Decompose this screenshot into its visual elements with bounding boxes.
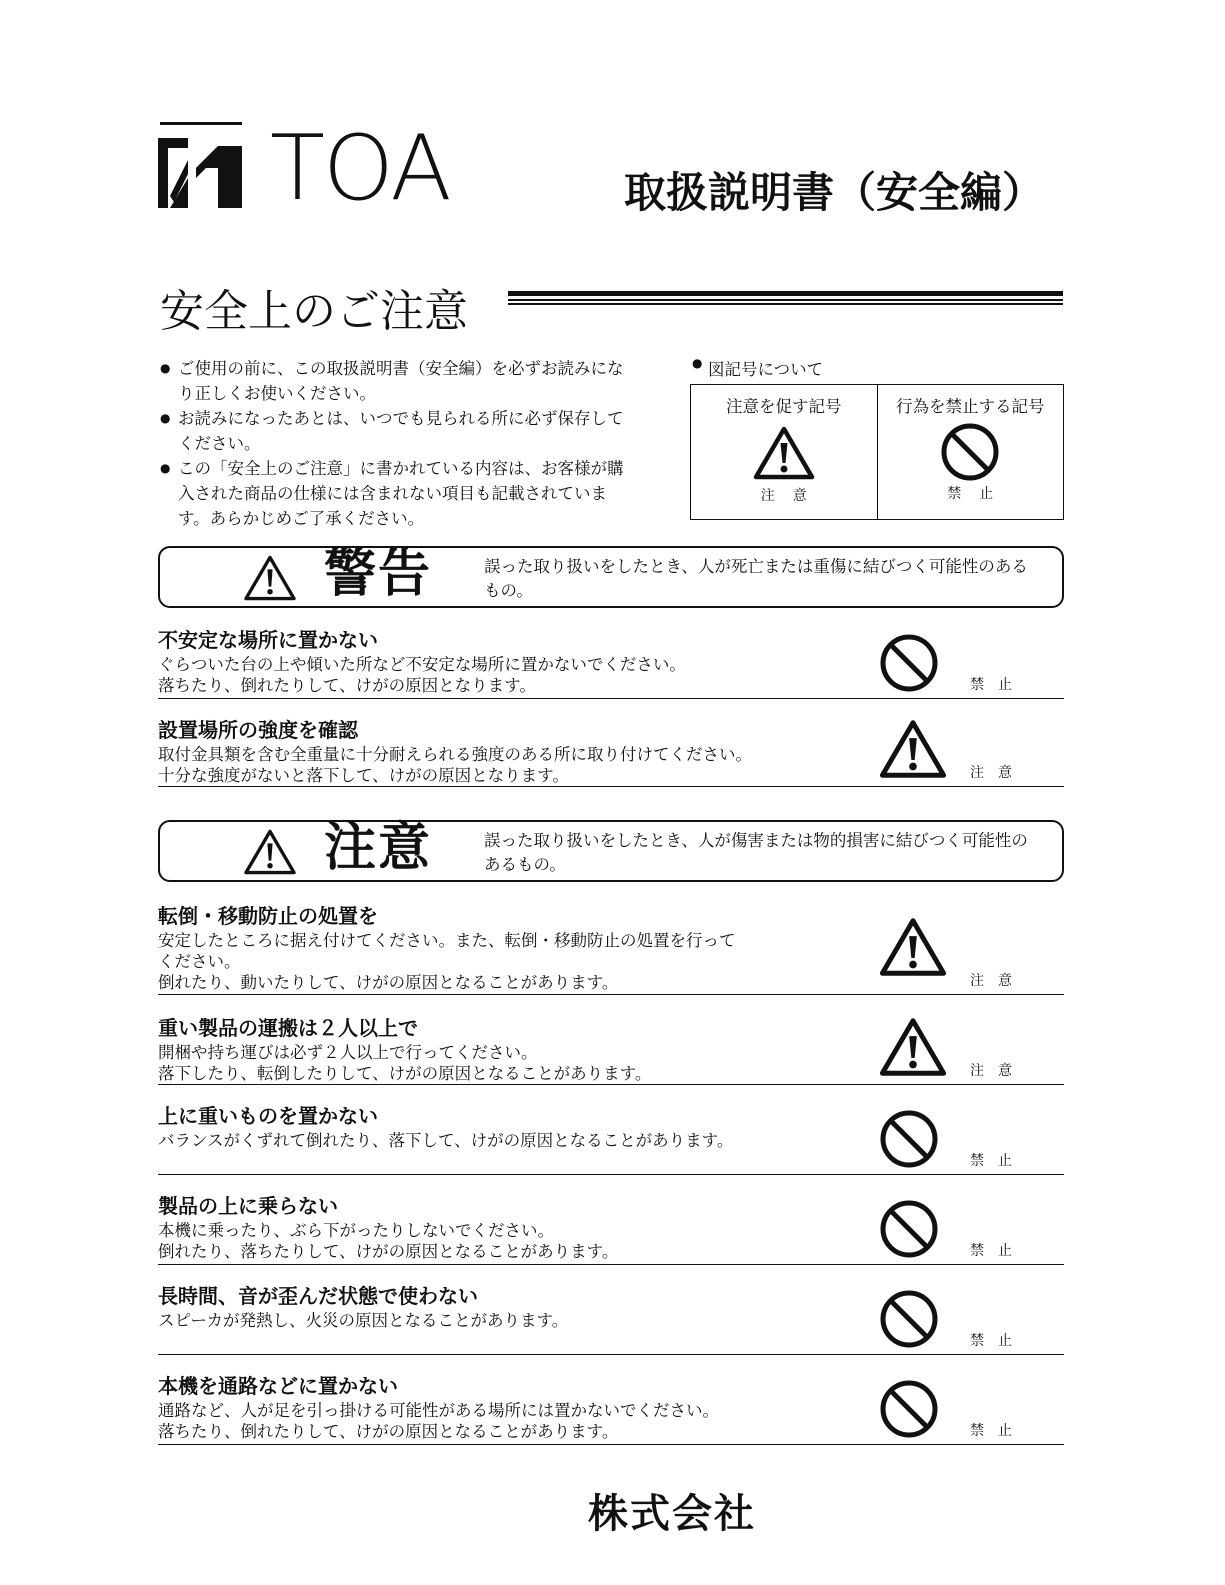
toa-logo-icon — [158, 138, 244, 208]
legend-prohibit-cell — [877, 385, 1064, 519]
safety-item-line: バランスがくずれて倒れたり、落下して、けがの原因となることがあります。 — [158, 1131, 734, 1150]
safety-item-body — [158, 930, 838, 993]
safety-item-line: スピーカが発熱し、火災の原因となることがあります。 — [158, 1311, 569, 1330]
prohibition-icon — [878, 1108, 940, 1170]
safety-item-title: 設置場所の強度を確認 — [158, 718, 358, 742]
safety-item-line: 十分な強度がないと落下して、けがの原因となります。 — [158, 766, 569, 785]
warning-label: 警告 — [324, 544, 433, 604]
legend-caution-head: 注意を促す記号 — [726, 397, 842, 416]
intro-bullet: ● この「安全上のご注意」に書かれている内容は、お客様が購入された商品の仕様には含まれない項目も記載されています。あらかじめご了承ください。 — [160, 456, 630, 531]
caution-caption: 注意 — [970, 765, 1026, 781]
safety-item-body — [158, 1042, 838, 1084]
safety-item — [158, 900, 1064, 995]
safety-item — [158, 1012, 1064, 1085]
prohibit-caption: 禁止 — [970, 677, 1026, 693]
document-title: 取扱説明書（安全編） — [624, 168, 1045, 217]
safety-item-line: 通路など、人が足を引っ掛ける可能性がある場所には置かないでください。 — [158, 1401, 719, 1420]
safety-item — [158, 1100, 1064, 1175]
safety-item-line: 開梱や持ち運びは必ず２人以上で行ってください。 — [158, 1043, 538, 1062]
symbol-legend — [690, 384, 1064, 520]
warning-banner — [158, 546, 1064, 608]
caution-label: 注意 — [324, 818, 433, 878]
caution-banner — [158, 820, 1064, 882]
safety-item-line: ください。 — [158, 952, 241, 971]
legend-caution-caption: 注意 — [760, 488, 825, 504]
safety-item — [158, 714, 1064, 787]
safety-item-line: 安定したところに据え付けてください。また、転倒・移動防止の処置を行って — [158, 931, 736, 950]
safety-item-body — [158, 1130, 838, 1151]
safety-item-line: 落ちたり、倒れたりして、けがの原因となります。 — [158, 676, 536, 695]
caution-caption: 注意 — [970, 1063, 1026, 1079]
section-title: 安全上のご注意 — [160, 286, 468, 337]
caution-description: 誤った取り扱いをしたとき、人が傷害または物的損害に結びつく可能性のあるもの。 — [484, 831, 1028, 874]
safety-item-title: 長時間、音が歪んだ状態で使わない — [158, 1284, 478, 1308]
warning-triangle-icon — [878, 718, 948, 780]
prohibition-icon — [939, 421, 1001, 483]
safety-item-title: 本機を通路などに置かない — [158, 1374, 398, 1398]
intro-bullets — [160, 356, 630, 531]
legend-label: ● 図記号について — [692, 356, 823, 380]
safety-item-line: ぐらついた台の上や傾いた所など不安定な場所に置かないでください。 — [158, 655, 686, 674]
legend-prohibit-caption: 禁止 — [947, 486, 1012, 502]
safety-item-line: 取付金具類を含む全重量に十分耐えられる強度のある所に取り付けてください。 — [158, 745, 752, 764]
warning-triangle-icon — [752, 425, 816, 481]
prohibition-icon — [878, 1198, 940, 1260]
safety-item-title: 不安定な場所に置かない — [158, 628, 378, 652]
safety-item — [158, 624, 1064, 699]
safety-item-title: 転倒・移動防止の処置を — [158, 904, 378, 928]
company-name: 株式会社 — [588, 1491, 756, 1537]
safety-item-line: 落ちたり、倒れたりして、けがの原因となることがあります。 — [158, 1422, 619, 1441]
title-rule-top — [508, 291, 1063, 296]
warning-triangle-icon — [240, 828, 300, 876]
safety-item-title: 重い製品の運搬は２人以上で — [158, 1016, 418, 1040]
prohibition-icon — [878, 1378, 940, 1440]
safety-item-title: 上に重いものを置かない — [158, 1104, 378, 1128]
logo-rule — [160, 122, 242, 125]
safety-item — [158, 1190, 1064, 1265]
caution-caption: 注意 — [970, 973, 1026, 989]
intro-bullet: ● お読みになったあとは、いつでも見られる所に必ず保存してください。 — [160, 406, 630, 456]
warning-triangle-icon — [240, 554, 300, 602]
safety-item-body — [158, 654, 838, 696]
warning-description: 誤った取り扱いをしたとき、人が死亡または重傷に結びつく可能性のあるもの。 — [484, 557, 1028, 600]
title-rule-bottom — [508, 303, 1063, 305]
safety-item-body — [158, 1400, 838, 1442]
safety-item-line: 倒れたり、動いたりして、けがの原因となることがあります。 — [158, 973, 619, 992]
title-rule-middle — [508, 299, 1063, 301]
safety-item-line: 本機に乗ったり、ぶら下がったりしないでください。 — [158, 1221, 554, 1240]
safety-item-title: 製品の上に乗らない — [158, 1194, 338, 1218]
prohibit-caption: 禁止 — [970, 1153, 1026, 1169]
safety-item-line: 落下したり、転倒したりして、けがの原因となることがあります。 — [158, 1064, 652, 1083]
safety-item — [158, 1370, 1064, 1445]
legend-prohibit-head: 行為を禁止する記号 — [896, 397, 1045, 416]
prohibit-caption: 禁止 — [970, 1243, 1026, 1259]
safety-item-line: 倒れたり、落ちたりして、けがの原因となることがあります。 — [158, 1242, 619, 1261]
intro-bullet: ● ご使用の前に、この取扱説明書（安全編）を必ずお読みになり正しくお使いください。 — [160, 356, 630, 406]
legend-caution-cell — [691, 385, 877, 519]
warning-triangle-icon — [878, 916, 948, 978]
warning-triangle-icon — [878, 1016, 948, 1078]
safety-item-body — [158, 1310, 838, 1331]
safety-item — [158, 1280, 1064, 1355]
safety-item-body — [158, 744, 838, 786]
safety-item-body — [158, 1220, 838, 1262]
prohibit-caption: 禁止 — [970, 1333, 1026, 1349]
prohibit-caption: 禁止 — [970, 1423, 1026, 1439]
brand-name: TOA — [270, 116, 450, 221]
prohibition-icon — [878, 632, 940, 694]
prohibition-icon — [878, 1288, 940, 1350]
